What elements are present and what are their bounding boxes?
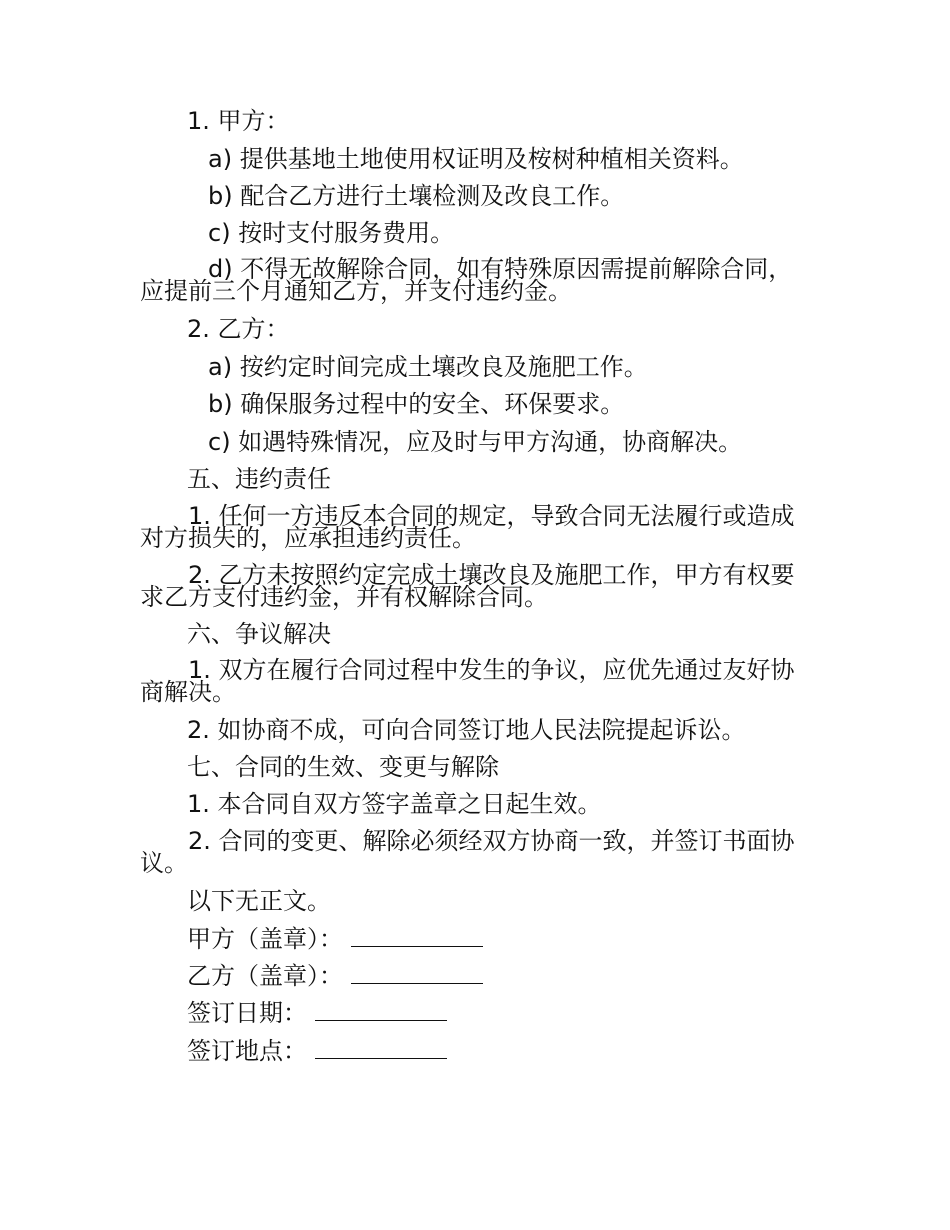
- party-a-item-d: d) 不得无故解除合同，如有特殊原因需提前解除合同，应提前三个月通知乙方，并支付违约金。: [140, 255, 793, 305]
- party-b-item-a: a) 按约定时间完成土壤改良及施肥工作。: [208, 353, 648, 381]
- section6-item-2: 2. 如协商不成，可向合同签订地人民法院提起诉讼。: [187, 716, 746, 744]
- party-a-item-b: b) 配合乙方进行土壤检测及改良工作。: [208, 182, 625, 210]
- section5-item-1: 1. 任何一方违反本合同的规定，导致合同无法履行或造成对方损失的，应承担违约责任。: [140, 502, 795, 552]
- signature-party-a-blank: [351, 924, 483, 947]
- section6-title: 六、争议解决: [187, 620, 331, 648]
- signature-party-b: [187, 961, 483, 990]
- signature-party-b-blank: [351, 961, 483, 984]
- signing-place: [187, 1036, 447, 1065]
- signing-date-blank: [315, 998, 447, 1021]
- section7-item-1: 1. 本合同自双方签字盖章之日起生效。: [187, 790, 602, 818]
- section5-title: 五、违约责任: [187, 465, 331, 493]
- section7-title: 七、合同的生效、变更与解除: [187, 753, 499, 781]
- signing-place-label: 签订地点：: [187, 1037, 307, 1065]
- party-a-heading: 1. 甲方：: [187, 107, 290, 135]
- closing-text: 以下无正文。: [187, 887, 331, 915]
- section7-item-2: 2. 合同的变更、解除必须经双方协商一致，并签订书面协议。: [140, 827, 795, 877]
- party-a-item-a: a) 提供基地土地使用权证明及桉树种植相关资料。: [208, 145, 744, 173]
- signing-date-label: 签订日期：: [187, 999, 307, 1027]
- party-b-item-b: b) 确保服务过程中的安全、环保要求。: [208, 390, 625, 418]
- signature-party-a: [187, 924, 483, 953]
- party-b-heading: 2. 乙方：: [187, 315, 290, 343]
- signature-party-a-label: 甲方（盖章）：: [187, 925, 343, 953]
- signing-place-blank: [315, 1036, 447, 1059]
- party-a-item-c: c) 按时支付服务费用。: [208, 219, 455, 247]
- section5-item-2: 2. 乙方未按照约定完成土壤改良及施肥工作，甲方有权要求乙方支付违约金，并有权解除合同。: [140, 561, 795, 611]
- signature-party-b-label: 乙方（盖章）：: [187, 962, 343, 990]
- party-b-item-c: c) 如遇特殊情况，应及时与甲方沟通，协商解决。: [208, 428, 743, 456]
- section6-item-1: 1. 双方在履行合同过程中发生的争议，应优先通过友好协商解决。: [140, 656, 795, 706]
- signing-date: [187, 998, 447, 1027]
